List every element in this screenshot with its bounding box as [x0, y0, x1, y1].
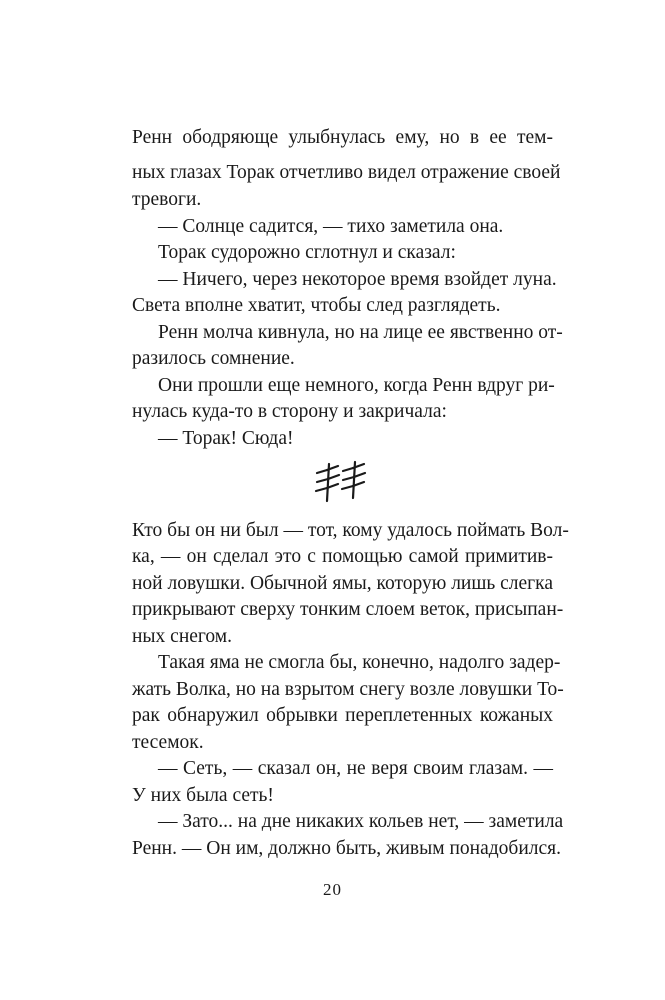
text-line: — Ничего, через некоторое время взойдет луна. — [158, 269, 557, 290]
text-line: Торак судорожно сглотнул и сказал: — [158, 242, 456, 263]
text-line: рак обнаружил обрывки переплетенных кожаных — [132, 705, 553, 726]
text-line: нулась куда-то в сторону и закричала: — [132, 401, 447, 422]
text-line: — Торак! Сюда! — [158, 428, 294, 449]
text-line: прикрывают сверху тонким слоем веток, присыпан- — [132, 599, 564, 620]
text-line: тесемок. — [132, 732, 204, 753]
page-number: 20 — [323, 880, 342, 899]
tree-rune-icon — [311, 460, 371, 504]
text-line: Они прошли еще немного, когда Ренн вдруг ри- — [158, 375, 555, 396]
text-line: ных глазах Торак отчетливо видел отражение своей — [132, 162, 561, 183]
text-line: тревоги. — [132, 189, 202, 210]
text-line: разилось сомнение. — [132, 348, 295, 369]
text-line: У них была сеть! — [132, 785, 274, 806]
text-line: ка, — он сделал это с помощью самой примитив- — [132, 546, 553, 567]
text-line: ной ловушки. Обычной ямы, которую лишь слегка — [132, 573, 554, 594]
text-line: Ренн ободряюще улыбнулась ему, но в ее тем- — [132, 127, 553, 148]
text-line: жать Волка, но на взрытом снегу возле ловушки То- — [132, 679, 564, 700]
text-line: Такая яма не смогла бы, конечно, надолго задер- — [158, 652, 561, 673]
text-line: — Солнце садится, — тихо заметила она. — [158, 216, 504, 237]
text-line: Кто бы он ни был — тот, кому удалось поймать Вол- — [132, 520, 569, 541]
text-line: Ренн молча кивнула, но на лице ее явственно от- — [158, 322, 563, 343]
text-line: — Сеть, — сказал он, не веря своим глазам. — — [158, 758, 553, 779]
text-line: Ренн. — Он им, должно быть, живым понадобился. — [132, 838, 561, 859]
text-line: — Зато... на дне никаких кольев нет, — заметила — [158, 811, 564, 832]
text-line: ных снегом. — [132, 626, 233, 647]
text-line: Света вполне хватит, чтобы след разглядеть. — [132, 295, 501, 316]
